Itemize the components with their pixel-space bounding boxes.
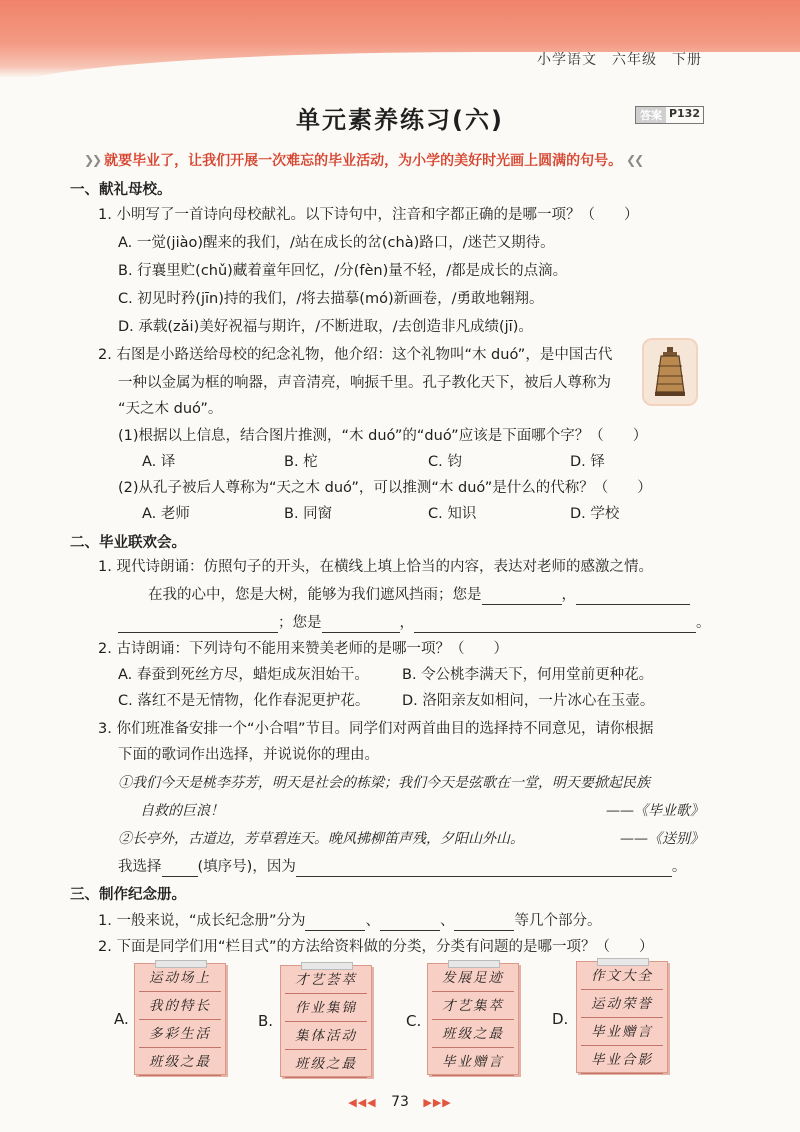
s1-q1-option-b: B. 行襄里贮(chǔ)藏着童年回忆，/分(fèn)量不轻，/都是成长的点滴。: [118, 263, 568, 279]
s2-q1-l2-text: ；您是: [278, 615, 322, 631]
lyric-1-line-1: ①我们今天是桃李芬芳，明天是社会的栋梁；我们今天是弦歌在一堂，明天要掀起民族: [118, 775, 650, 791]
section-2-heading: 二、毕业联欢会。: [70, 535, 186, 551]
answer-blank-8[interactable]: [305, 914, 365, 931]
s2-q1-stem: 1. 现代诗朗诵：仿照句子的开头，在横线上填上恰当的内容，表达对老师的感激之情。: [98, 559, 653, 575]
answer-blank-3[interactable]: [118, 616, 278, 633]
clip-icon: [448, 960, 500, 968]
s2-q3-stem-2: 下面的歌词作出选择，并说说你的理由。: [118, 747, 379, 763]
s1-q2-sub1: (1)根据以上信息，结合图片推测，“木 duó”的“duó”应该是下面哪个字？（ ）: [118, 428, 648, 444]
answer-blank-2[interactable]: [576, 588, 690, 605]
double-chevron-right-icon: ❯❯: [84, 153, 101, 167]
s1-q2-sub2-a: A. 老师: [142, 506, 190, 522]
card-d: [576, 961, 668, 1073]
answer-blank-10[interactable]: [454, 914, 514, 931]
card-b-item: 班级之最: [285, 1052, 367, 1078]
s1-q2-sub2: (2)从孔子被后人尊称为“天之木 duó”，可以推测“木 duó”是什么的代称？（ ）: [118, 480, 652, 496]
page-footer: [0, 1094, 800, 1110]
s2-q1-l2-end: 。: [696, 615, 711, 631]
lyric-1-source: ——《毕业歌》: [606, 803, 704, 819]
s1-q2-sub1-a: A. 译: [142, 454, 176, 470]
bell-icon: [644, 340, 696, 404]
card-c-item: 才艺集萃: [432, 994, 514, 1020]
s2-q2-option-b: B. 令公桃李满天下，何用堂前更种花。: [402, 667, 654, 683]
s2-q2-option-d: D. 洛阳亲友如相问，一片冰心在玉壶。: [402, 693, 655, 709]
s1-q1-option-d: D. 承载(zǎi)美好祝福与期许，/不断进取，/去创造非凡成绩(jī)。: [118, 319, 533, 335]
lyric-2: ②长亭外，古道边，芳草碧连天。晚风拂柳笛声残，夕阳山外山。: [118, 831, 524, 847]
card-c-item: 发展足迹: [432, 966, 514, 992]
answer-blank-4[interactable]: [322, 616, 400, 633]
s2-q2-stem: 2. 古诗朗诵：下列诗句不能用来赞美老师的是哪一项？（ ）: [98, 641, 508, 657]
card-b: [280, 965, 372, 1077]
s3-q1-end: 等几个部分。: [514, 913, 602, 929]
s3-q2-stem: 2. 下面是同学们用“栏目式”的方法给资料做的分类，分类有问题的是哪一项？（ ）: [98, 939, 654, 955]
card-d-item: 毕业合影: [581, 1048, 663, 1074]
card-c-item: 毕业赠言: [432, 1050, 514, 1076]
s2-q1-l2-sep: ，: [399, 615, 414, 631]
s1-q1-stem: 1. 小明写了一首诗向母校献礼。以下诗句中，注音和字都正确的是哪一项？（ ）: [98, 207, 639, 223]
s1-q2-line-2: 一种以金属为框的响器，声音清亮，响振千里。孔子教化天下，被后人尊称为: [118, 375, 611, 391]
s1-q2-sub2-b: B. 同窗: [284, 506, 333, 522]
answer-badge: [635, 106, 704, 124]
s3-q1-text: 1. 一般来说，“成长纪念册”分为: [98, 913, 306, 929]
card-a-item: 我的特长: [139, 994, 221, 1020]
s1-q2-sub1-c: C. 钧: [428, 454, 462, 470]
lyric-2-source: ——《送别》: [620, 831, 704, 847]
s2-q1-line-1: [148, 585, 690, 605]
card-c-item: 班级之最: [432, 1022, 514, 1048]
card-d-item: 运动荣誉: [581, 992, 663, 1018]
s1-q1-option-c: C. 初见时矜(jīn)持的我们，/将去描摹(mó)新画卷，/勇敢地翱翔。: [118, 291, 544, 307]
page-title: 单元素养练习(六): [296, 106, 504, 134]
s2-q1-line-1-text: 在我的心中，您是大树，能够为我们遮风挡雨；您是: [148, 587, 482, 603]
clip-icon: [155, 960, 207, 968]
card-c: [427, 963, 519, 1075]
triangles-right-icon: ▶▶▶: [423, 1096, 452, 1109]
card-b-item: 集体活动: [285, 1024, 367, 1050]
card-a-letter: A.: [114, 1010, 129, 1028]
s2-q2-option-c: C. 落红不是无情物，化作春泥更护花。: [118, 693, 370, 709]
s2-q3-stem-1: 3. 你们班准备安排一个“小合唱”节目。同学们对两首曲目的选择持不同意见，请你根据: [98, 721, 654, 737]
answer-blank-1[interactable]: [482, 588, 562, 605]
answer-label: 答案: [636, 107, 666, 123]
card-c-letter: C.: [406, 1012, 422, 1030]
card-b-letter: B.: [258, 1012, 274, 1030]
card-a-item: 多彩生活: [139, 1022, 221, 1048]
s2-q3-answer-label: 我选择: [118, 859, 162, 875]
card-b-item: 作业集锦: [285, 996, 367, 1022]
clip-icon: [301, 962, 353, 970]
answer-blank-7[interactable]: [296, 860, 672, 877]
s1-q2-sub2-d: D. 学校: [570, 506, 620, 522]
s1-q2-sub1-b: B. 柁: [284, 454, 318, 470]
card-a-item: 运动场上: [139, 966, 221, 992]
s2-q3-answer-text: (填序号)，因为: [197, 859, 296, 875]
s1-q2-line-3: “天之木 duó”。: [118, 401, 223, 417]
card-b-item: 才艺荟萃: [285, 968, 367, 994]
lyric-1-line-2: 自救的巨浪！: [140, 803, 224, 819]
card-d-item: 毕业赠言: [581, 1020, 663, 1046]
clip-icon: [597, 958, 649, 966]
s3-q1: [98, 911, 601, 931]
s2-q1-sep: ，: [561, 587, 576, 603]
double-chevron-left-icon: ❮❮: [626, 153, 643, 167]
answer-blank-6[interactable]: [162, 860, 198, 877]
s1-q2-sub2-c: C. 知识: [428, 506, 477, 522]
s2-q2-option-a: A. 春蚕到死丝方尽，蜡炬成灰泪始干。: [118, 667, 369, 683]
intro-banner: [84, 150, 704, 170]
s1-q2-sub1-d: D. 铎: [570, 454, 605, 470]
section-1-heading: 一、献礼母校。: [70, 182, 172, 198]
answer-blank-5[interactable]: [414, 616, 696, 633]
s1-q2-line-1: 2. 右图是小路送给母校的纪念礼物，他介绍：这个礼物叫“木 duó”，是中国古代: [98, 347, 613, 363]
intro-text: 就要毕业了，让我们开展一次难忘的毕业活动，为小学的美好时光画上圆满的句号。: [104, 153, 623, 169]
s2-q1-line-2: [118, 613, 711, 633]
card-a-item: 班级之最: [139, 1050, 221, 1076]
s2-q3-answer: [118, 857, 686, 877]
card-a: [134, 963, 226, 1075]
card-d-letter: D.: [552, 1010, 569, 1028]
answer-blank-9[interactable]: [380, 914, 440, 931]
page-number: 73: [391, 1094, 409, 1110]
triangles-left-icon: ◀◀◀: [348, 1096, 377, 1109]
section-3-heading: 三、制作纪念册。: [70, 887, 186, 903]
s3-q1-sep-1: 、: [365, 913, 380, 929]
book-label: 小学语文 六年级 下册: [537, 52, 702, 68]
s1-q1-option-a: A. 一觉(jiào)醒来的我们，/站在成长的岔(chà)路口，/迷芒又期待。: [118, 235, 555, 251]
answer-page: P132: [668, 107, 700, 120]
s3-q1-sep-2: 、: [439, 913, 455, 929]
s2-q3-answer-end: 。: [671, 859, 687, 875]
card-d-item: 作文大全: [581, 964, 663, 990]
